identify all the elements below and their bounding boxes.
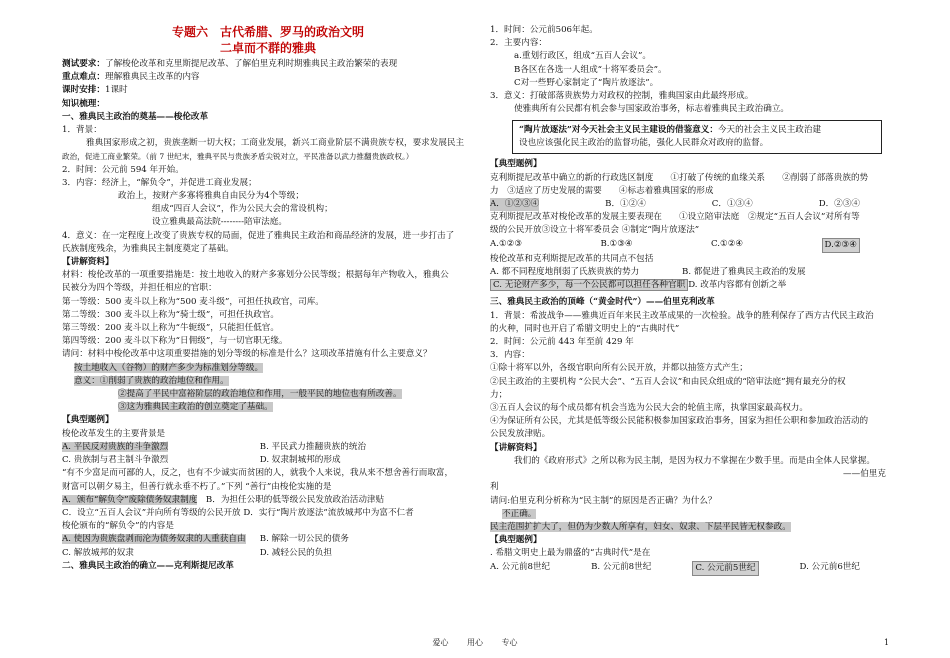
s1-level3: 第三等级：200 麦斗以上称为“牛轭级”，只能担任低官。 (62, 323, 279, 334)
s3-material-heading: 【讲解资料】 (490, 442, 542, 453)
s3-time: 2．时间：公元前 443 年至前 429 年 (490, 337, 634, 348)
s2-content-c: C对一些野心家制定了“陶片放逐法”。 (514, 77, 659, 88)
focus-difficulty: 重点难点：理解雅典民主改革的内容 (62, 72, 200, 83)
s3-quote: 我们的《政府形式》之所以称为民主制，是因为权力不掌握在少数手里。而是由全体人民掌握。 (514, 455, 875, 466)
s1-content-c1: 组成“四百人会议”，作为公民大会的常设机构； (152, 204, 333, 215)
s1-level4: 第四等级：200 麦斗以下称为“日佣级”，与一切官职无缘。 (62, 336, 288, 347)
s2-ex3-question: 梭伦改革和克利斯提尼改革的共同点不包括 (490, 253, 654, 264)
s3-ex1-question: . 希腊文明史上最为鼎盛的“古典时代”是在 (490, 548, 651, 559)
s1-material2: 民被分为四个等级，并担任相应的官职： (62, 283, 217, 294)
knowledge-heading: 知识梳理： (62, 98, 105, 109)
s2-ex2-option-d: D.②③④ (822, 238, 860, 253)
right-column (490, 24, 890, 576)
s1-bg-text2: 政治，促进工商业繁荣。（前 7 世纪末，雅典平民与贵族矛盾尖锐对立，平民准备以武力推翻贵族政权。） (62, 152, 414, 162)
ostracism-box-text1: 今天的社会主义民主政治建 (717, 125, 822, 136)
s1-ex3-option-a: A. 使因为贵族盘剥而沦为债务奴隶的人重获自由 (62, 534, 246, 545)
s1-level2: 第二等级：300 麦斗以上称为“骑士级”，可担任执政官。 (62, 309, 279, 320)
s2-examples-heading: 【典型题例】 (490, 159, 542, 170)
s2-ex2-question1: 克利斯提尼改革对梭伦改革的发展主要表现在 ①设立陪审法庭 ②规定“五百人会议”对所有等 (490, 212, 860, 223)
footer-word2: 用心 (467, 638, 483, 647)
s1-ex1-option-b: B. 平民武力推翻贵族的统治 (259, 441, 367, 452)
s2-ex1-question2: 力 ③适应了历史发展的需要 ④标志着雅典国家的形成 (490, 185, 714, 196)
s1-ex2-option-cd: C．设立“五百人会议”并向所有等级的公民开放 D．实行“陶片放逐法”流放城邦中为富不仁者 (62, 507, 414, 518)
s2-ex3-option-b: B. 都促进了雅典民主政治的发展 (682, 267, 806, 278)
s1-answer4: ③这为雅典民主政治的创立奠定了基础。 (118, 402, 273, 413)
s3-content4b: 公民发放津贴。 (490, 429, 551, 440)
s2-ex1-option-a: A．①②③④ (490, 198, 539, 211)
s1-ex3-question: 梭伦颁布的“解负令”的内容是 (62, 521, 174, 532)
page-footer (0, 636, 950, 649)
s1-ex3-option-d: D. 减轻公民的负担 (259, 547, 332, 558)
s2-significance2: 使雅典所有公民都有机会参与国家政治事务，标志着雅典民主政治确立。 (514, 104, 790, 115)
s1-answer3: ②提高了平民中富裕阶层的政治地位和作用，一般平民的地位也有所改善。 (118, 389, 402, 400)
s1-content: 3．内容：经济上，“解负令”，并促进工商业发展； (62, 177, 257, 188)
s1-material1: 材料：梭伦改革的一项重要措施是：按土地收入的财产多寡划分公民等级；根据每年产物收入，雅典公 (62, 270, 449, 281)
s2-content-a: a.重划行政区，组成“五百人会议”。 (514, 51, 651, 62)
s3-content1: ①除十将军以外，各级官职向所有公民开放，并都以抽签方式产生； (490, 363, 748, 374)
s2-ex1-option-d: D．②③④ (818, 199, 860, 210)
s1-content-c2: 设立雅典最高法院--------陪审法庭。 (152, 217, 287, 228)
s1-ex2-option-b: B．为担任公职的低等级公民发放政治活动津贴 (205, 494, 385, 505)
s3-quote-source2: 利 (490, 482, 499, 493)
s2-ex2-question2: 级的公民开放③设立十将军委员会 ④制定“陶片放逐法” (490, 225, 700, 236)
s1-sig2: 氏族制度残余，为雅典民主制度奠定了基础。 (62, 243, 234, 254)
s3-answer1: 不正确。 (502, 508, 537, 519)
s1-ex1-question: 梭伦改革发生的主要背景是 (62, 428, 166, 439)
s3-content: 3．内容： (490, 350, 530, 361)
s2-ex2-option-a: A.①②③ (490, 238, 523, 249)
s3-quote-source: ——伯里克 (843, 469, 886, 480)
s3-question: 请问:伯里克利分析称为“民主制”的原因是否正确？为什么？ (490, 495, 717, 506)
footer-word1: 爱心 (432, 638, 449, 647)
s2-ex1-option-c: C．①③④ (711, 199, 753, 210)
footer-word3: 专心 (501, 638, 518, 647)
s2-ex3-option-c: C. 无论财产多少，每一个公民都可以担任各种官职 (490, 279, 688, 291)
s2-ex2-option-c: C.①②④ (711, 238, 744, 249)
s1-ex3-option-b: B. 解除一切公民的债务 (259, 534, 349, 545)
s2-ex1-option-b: B．①②④ (605, 199, 646, 210)
s3-ex1-option-d: D. 公元前6世纪 (799, 561, 860, 572)
title-sub: 二卓而不群的雅典 (219, 41, 316, 55)
s2-content-b: B各区在各选一人组成“十将军委员会”。 (514, 64, 667, 75)
s1-sig1: 4．意义：在一定程度上改变了贵族专权的局面，促进了雅典民主政治和商品经济的发展，进一步打击了 (62, 230, 455, 241)
s1-ex3-option-c: C. 解放城邦的奴隶 (62, 547, 134, 558)
s3-bg1: 1．背景：希波战争——雅典近百年来民主改革成果的一次检验。战争的胜利保存了西方古代民主政治 (490, 310, 874, 321)
s1-material-heading: 【讲解资料】 (62, 257, 114, 268)
s1-answer1: 按土地收入（谷物）的财产多少为标准划分等级。 (74, 362, 264, 373)
section3-heading: 三、雅典民主政治的顶峰（“黄金时代”）——伯里克利改革 (490, 297, 715, 308)
s1-content-pol: 政治上，按财产多寡将雅典自由民分为4个等级； (118, 191, 304, 202)
s3-content4a: ④为保证所有公民，尤其是低等级公民能积极参加国家政治事务，国家为担任公职和参加政治活动的 (490, 416, 869, 427)
left-column (62, 24, 474, 573)
test-requirement: 测试要求：了解梭伦改革和克里斯提尼改革、了解伯里克利时期雅典民主政治繁荣的表现 (62, 59, 398, 69)
s1-ex1-option-c: C. 贵族制与君主制斗争激烈 (62, 455, 169, 466)
ostracism-box-title: “陶片放逐法”对今天社会主义民主建设的借鉴意义： (519, 125, 718, 136)
s1-bg-label: 1．背景： (62, 125, 102, 136)
title-main: 专题六 古代希腊、罗马的政治文明 (171, 25, 364, 39)
section1-heading: 一、雅典民主政治的奠基——梭伦改革 (62, 111, 209, 122)
s3-ex1-option-b: B. 公元前8世纪 (591, 561, 652, 572)
s2-content: 2．主要内容： (490, 38, 548, 49)
s1-bg-text1: 雅典国家形成之初，贵族垄断一切大权；工商业发展，新兴工商业阶层不满贵族专权，要求发展民主 (86, 138, 465, 149)
s3-bg2: 的火种，同时也开启了希腊文明史上的“古典时代” (490, 323, 680, 334)
s2-ex1-question1: 克利斯提尼改革中确立的新的行政选区制度 ①打破了传统的血缘关系 ②削弱了部落贵族的势 (490, 172, 869, 183)
class-time: 课时安排：1课时 (62, 85, 128, 96)
s1-level1: 第一等级：500 麦斗以上称为“500 麦斗级”，可担任执政官，司库。 (62, 296, 324, 307)
page-number: 1 (884, 638, 890, 647)
s3-content3: ③五百人会议的每个成员都有机会当选为公民大会的轮值主席，执掌国家最高权力。 (490, 403, 808, 414)
ostracism-box (512, 120, 882, 154)
s3-ex1-option-c: C. 公元前5世纪 (692, 561, 758, 576)
s2-ex2-option-b: B.①③④ (600, 238, 633, 249)
s3-content2b: 力； (490, 389, 508, 400)
s3-answer2: 民主范围扩扩大了，但仍为少数人所享有，妇女、奴隶、下层平民皆无权参政。 (490, 521, 791, 532)
s1-ex1-option-d: D. 奴隶制城邦的形成 (259, 455, 341, 466)
s1-answer2: 意义：①削弱了贵族的政治地位和作用。 (74, 375, 229, 386)
s2-significance: 3．意义：打破部落贵族势力对政权的控制，雅典国家由此最终形成。 (490, 91, 754, 102)
ostracism-box-text2: 设也应该强化民主政治的监督功能，强化人民群众对政府的监督。 (519, 138, 769, 149)
s1-ex2-question1: “有不少富足而可鄙的人，反之，也有不少诚实而贫困的人，就我个人来说，我从来不想舍善行而取富， (62, 468, 454, 479)
s1-time: 2．时间：公元前 594 年开始。 (62, 164, 184, 175)
s1-question: 请问：材料中梭伦改革中这项重要措施的划分等级的标准是什么？这项改革措施有什么主要意义？ (62, 349, 432, 360)
s2-ex3-option-a: A. 都不同程度地削弱了氏族贵族的势力 (490, 267, 640, 278)
s1-ex1-option-a: A. 平民反对贵族的斗争激烈 (62, 441, 169, 452)
section2-heading: 二、雅典民主政治的确立——克利斯提尼改革 (62, 560, 234, 571)
s1-examples-heading: 【典型题例】 (62, 415, 114, 426)
s3-content2a: ②民主政治的主要机构 “公民大会”、“五百人会议”和由民众组成的“陪审法庭”拥有最充分的权 (490, 376, 846, 387)
s3-ex1-option-a: A. 公元前8世纪 (490, 561, 551, 572)
s1-ex2-option-a: A．颁布“解负令”废除债务奴隶制度 (62, 494, 198, 505)
s3-examples-heading: 【典型题例】 (490, 535, 542, 546)
s2-time: 1．时间：公元前506年起。 (490, 25, 598, 35)
s2-ex3-option-d: D. 改革内容都有创新之举 (688, 280, 787, 291)
s1-ex2-question2: 财富可以朝夕易主，但善行就永垂不朽了。”下列 “善行”由梭伦实施的是 (62, 481, 332, 492)
